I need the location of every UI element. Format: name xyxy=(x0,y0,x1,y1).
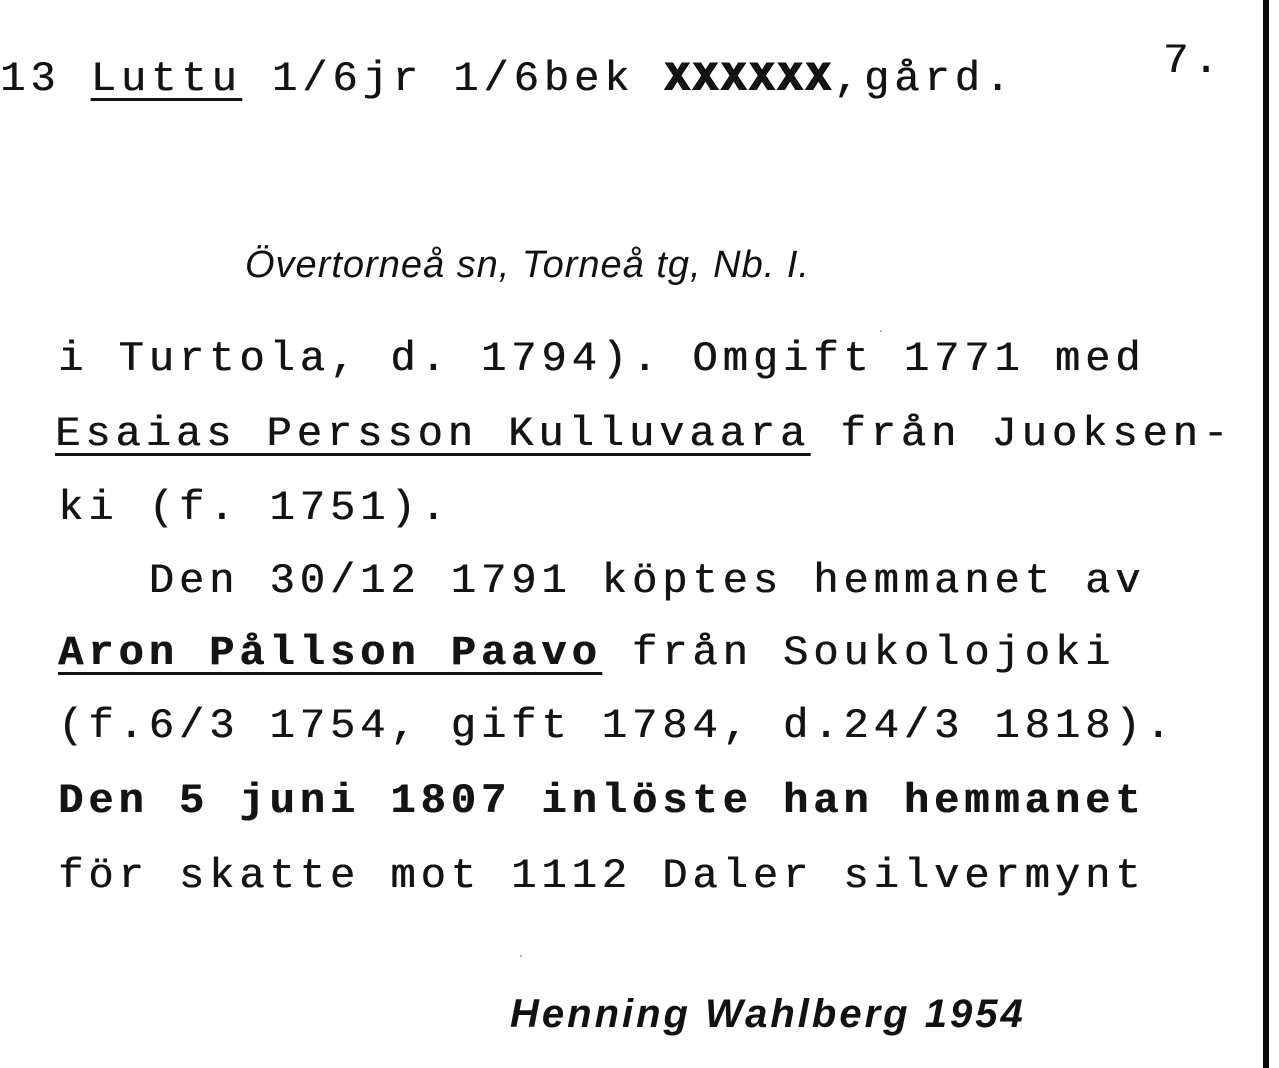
body-line-4: Den 30/12 1791 köptes hemmanet av xyxy=(58,557,1146,605)
person-name-esaias: Esaias Persson Kulluvaara xyxy=(55,410,811,458)
parish-stamp: Övertorneå sn, Torneå tg, Nb. I. xyxy=(245,244,810,286)
header-suffix: ,gård. xyxy=(833,55,1015,103)
body-line-7: Den 5 juni 1807 inlöste han hemmanet xyxy=(58,777,1146,825)
entry-number: 13 xyxy=(0,55,91,103)
body-line-5-rest: från Soukolojoki xyxy=(601,629,1116,677)
person-name-aron: Aron Pållson Paavo xyxy=(58,629,602,677)
scan-speck xyxy=(880,330,882,332)
header-line xyxy=(0,55,1015,103)
struck-out-text: XXXXXX xyxy=(664,55,834,103)
body-line-3: ki (f. 1751). xyxy=(58,484,451,532)
body-line-2-rest: från Juoksen- xyxy=(810,410,1233,458)
body-line-6: (f.6/3 1754, gift 1784, d.24/3 1818). xyxy=(58,702,1176,750)
body-line-1: i Turtola, d. 1794). Omgift 1771 med xyxy=(58,335,1146,383)
signature: Henning Wahlberg 1954 xyxy=(510,992,1026,1036)
right-border-line xyxy=(1263,0,1269,1068)
body-line-2 xyxy=(55,410,1233,458)
page-number: 7. xyxy=(1163,37,1224,85)
farm-share: 1/6jr 1/6bek xyxy=(241,55,665,103)
body-line-5 xyxy=(58,629,1116,677)
body-line-8: för skatte mot 1112 Daler silvermynt xyxy=(58,852,1146,900)
scan-speck xyxy=(520,955,522,957)
farm-name: Luttu xyxy=(90,55,242,103)
